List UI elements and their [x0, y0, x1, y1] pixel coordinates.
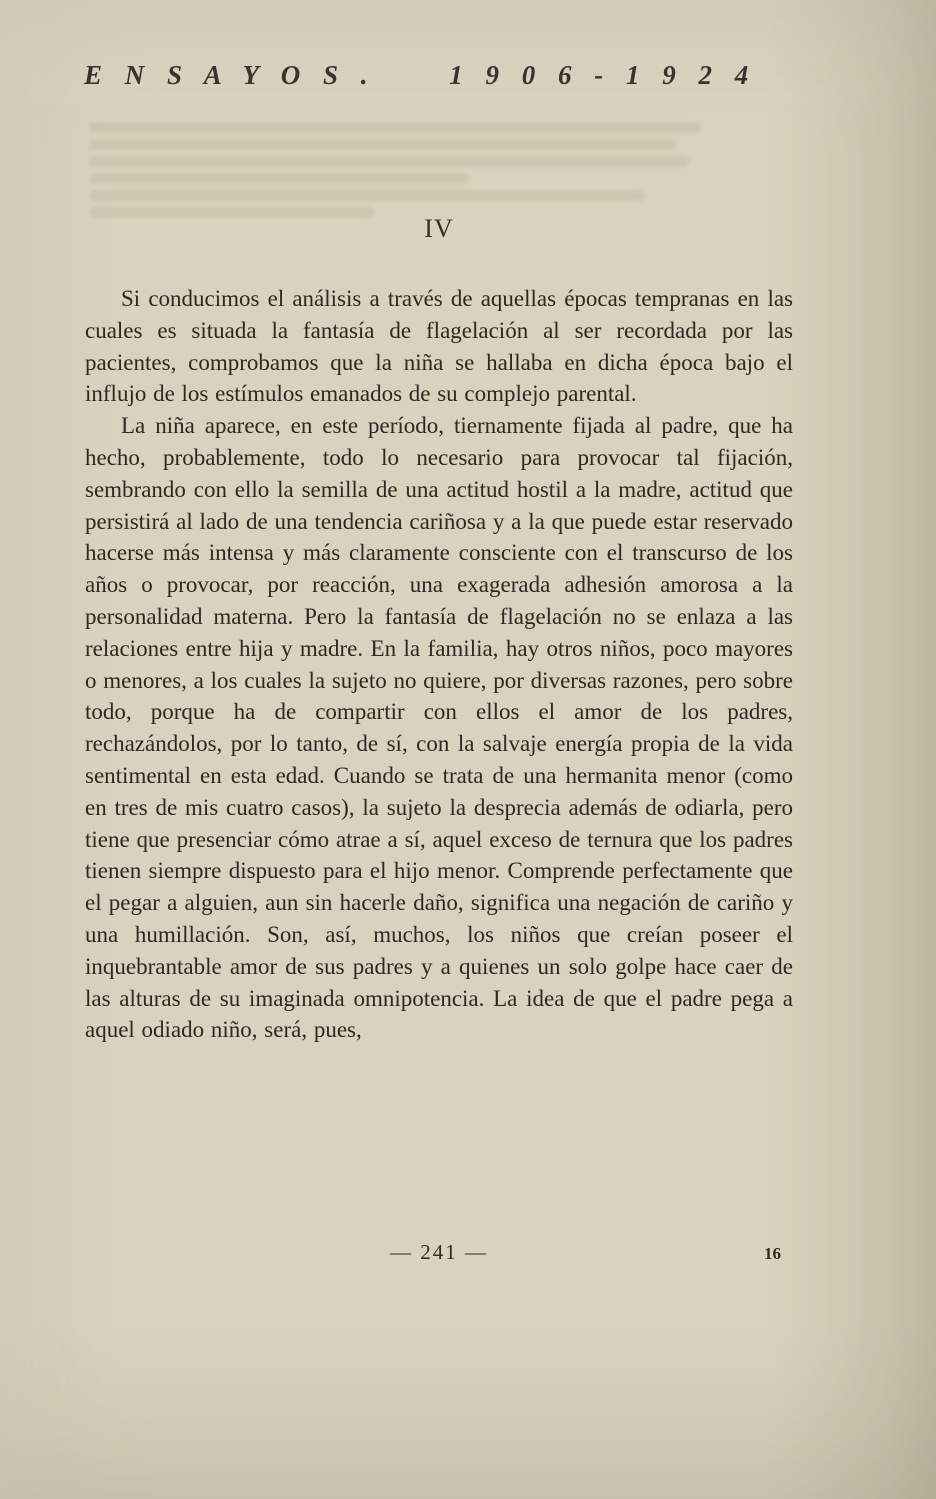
page-showthrough: [90, 122, 720, 224]
signature-mark: 16: [764, 1244, 781, 1263]
showthrough-line: [90, 173, 468, 184]
body-paragraph-1: Si conducimos el análisis a través de aquellas épocas tempranas en las cuales es situada la fantasía de flagelación al ser recordada por las pacientes, comprobamos que la niña se hallaba en dicha época bajo el influjo de los estímulos emanados de su complejo parental.: [85, 286, 793, 407]
running-header: E N S A Y O S . 1 9 0 6 - 1 9 2 4: [84, 60, 757, 90]
showthrough-line: [90, 122, 701, 133]
section-heading: IV: [424, 214, 454, 243]
showthrough-line: [90, 156, 689, 167]
showthrough-line: [90, 190, 644, 201]
page-number: — 241 —: [390, 1240, 488, 1264]
body-paragraph-2: La niña aparece, en este período, tiernamente fijada al padre, que ha hecho, probablemente, todo lo necesario para provocar tal fijación, sembrando con ello la semilla de una actitud hostil a la madre, actitud que persistirá al lado de una tendencia cariñosa y a la que puede estar reservado hacerse más intensa y más claramente consciente con el transcurso de los años o provocar, por reacción, una exagerada adhesión amorosa a la personalidad materna. Pero la fantasía de flagelación no se enlaza a las relaciones entre hija y madre. En la familia, hay otros niños, poco mayores o menores, a los cuales la sujeto no quiere, por diversas razones, pero sobre todo, porque ha de compartir con ellos el amor de los padres, rechazándolos, por lo tanto, de sí, con la salvaje energía propia de la vida sentimental en esta edad. Cuando se trata de una hermanita menor (como en tres de mis cuatro casos), la sujeto la desprecia además de odiarla, pero tiene que presenciar cómo atrae a sí, aquel exceso de ternura que los padres tienen siempre dispuesto para el hijo menor. Comprende perfectamente que el pegar a alguien, aun sin hacerle daño, significa una negación de cariño y una humillación. Son, así, muchos, los niños que creían poseer el inquebrantable amor de sus padres y a quienes un solo golpe hace caer de las alturas de su imaginada omnipotencia. La idea de que el padre pega a aquel odiado niño, será, pues,: [85, 413, 793, 1043]
page-body: [85, 283, 793, 1046]
page-footer: [85, 1240, 793, 1265]
showthrough-line: [90, 139, 676, 150]
